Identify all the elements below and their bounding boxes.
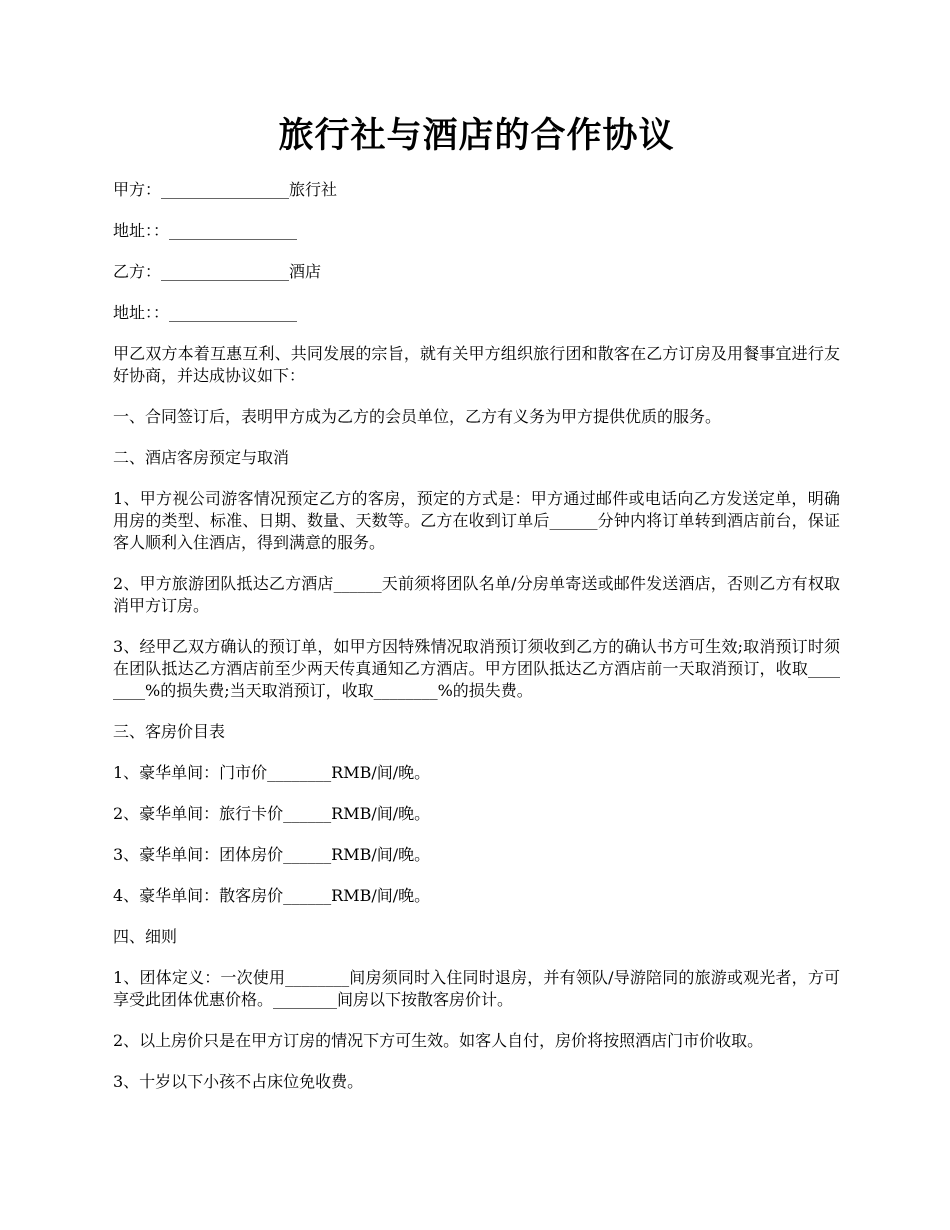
preamble: 甲乙双方本着互惠互利、共同发展的宗旨，就有关甲方组织旅行团和散客在乙方订房及用餐事宜进行友好协商，并达成协议如下： [113, 344, 840, 385]
clause-2-3: 3、经甲乙双方确认的预订单，如甲方因特殊情况取消预订须收到乙方的确认书方可生效;取消预订时须在团队抵达乙方酒店前至少两天传真通知乙方酒店。甲方团队抵达乙方酒店前一天取消预订，收取________%的损失费;当天取消预订，收取________%的损失费。 [113, 637, 840, 700]
party-b-address: 地址：：________________ [113, 303, 298, 322]
price-item-3: 3、豪华单间：团体房价______RMB/间/晚。 [113, 845, 431, 864]
party-b-name: 乙方：________________酒店 [113, 262, 322, 281]
party-a-name: 甲方：________________旅行社 [113, 180, 338, 199]
price-item-1: 1、豪华单间：门市价________RMB/间/晚。 [113, 763, 431, 782]
price-item-2: 2、豪华单间：旅行卡价______RMB/间/晚。 [113, 804, 431, 823]
clause-4-2: 2、以上房价只是在甲方订房的情况下方可生效。如客人自付，房价将按照酒店门市价收取。 [113, 1031, 764, 1050]
document-title: 旅行社与酒店的合作协议 [278, 115, 675, 156]
section-heading-2: 二、酒店客房预定与取消 [113, 448, 290, 467]
document-page [113, 110, 840, 1112]
party-a-address: 地址：：________________ [113, 221, 298, 240]
section-heading-3: 三、客房价目表 [113, 722, 226, 741]
clause-1: 一、合同签订后，表明甲方成为乙方的会员单位，乙方有义务为甲方提供优质的服务。 [113, 407, 722, 426]
price-item-4: 4、豪华单间：散客房价______RMB/间/晚。 [113, 886, 431, 905]
clause-4-1: 1、团体定义：一次使用________间房须同时入住同时退房，并有领队/导游陪同的旅游或观光者，方可享受此团体优惠价格。________间房以下按散客房价计。 [113, 968, 840, 1009]
clause-4-3: 3、十岁以下小孩不占床位免收费。 [113, 1072, 364, 1091]
section-heading-4: 四、细则 [113, 927, 178, 946]
clause-2-2: 2、甲方旅游团队抵达乙方酒店______天前须将团队名单/分房单寄送或邮件发送酒店，否则乙方有权取消甲方订房。 [113, 574, 840, 615]
clause-2-1: 1、甲方视公司游客情况预定乙方的客房，预定的方式是：甲方通过邮件或电话向乙方发送定单，明确用房的类型、标准、日期、数量、天数等。乙方在收到订单后______分钟内将订单转到酒店前台，保证客人顺利入住酒店，得到满意的服务。 [113, 489, 840, 552]
